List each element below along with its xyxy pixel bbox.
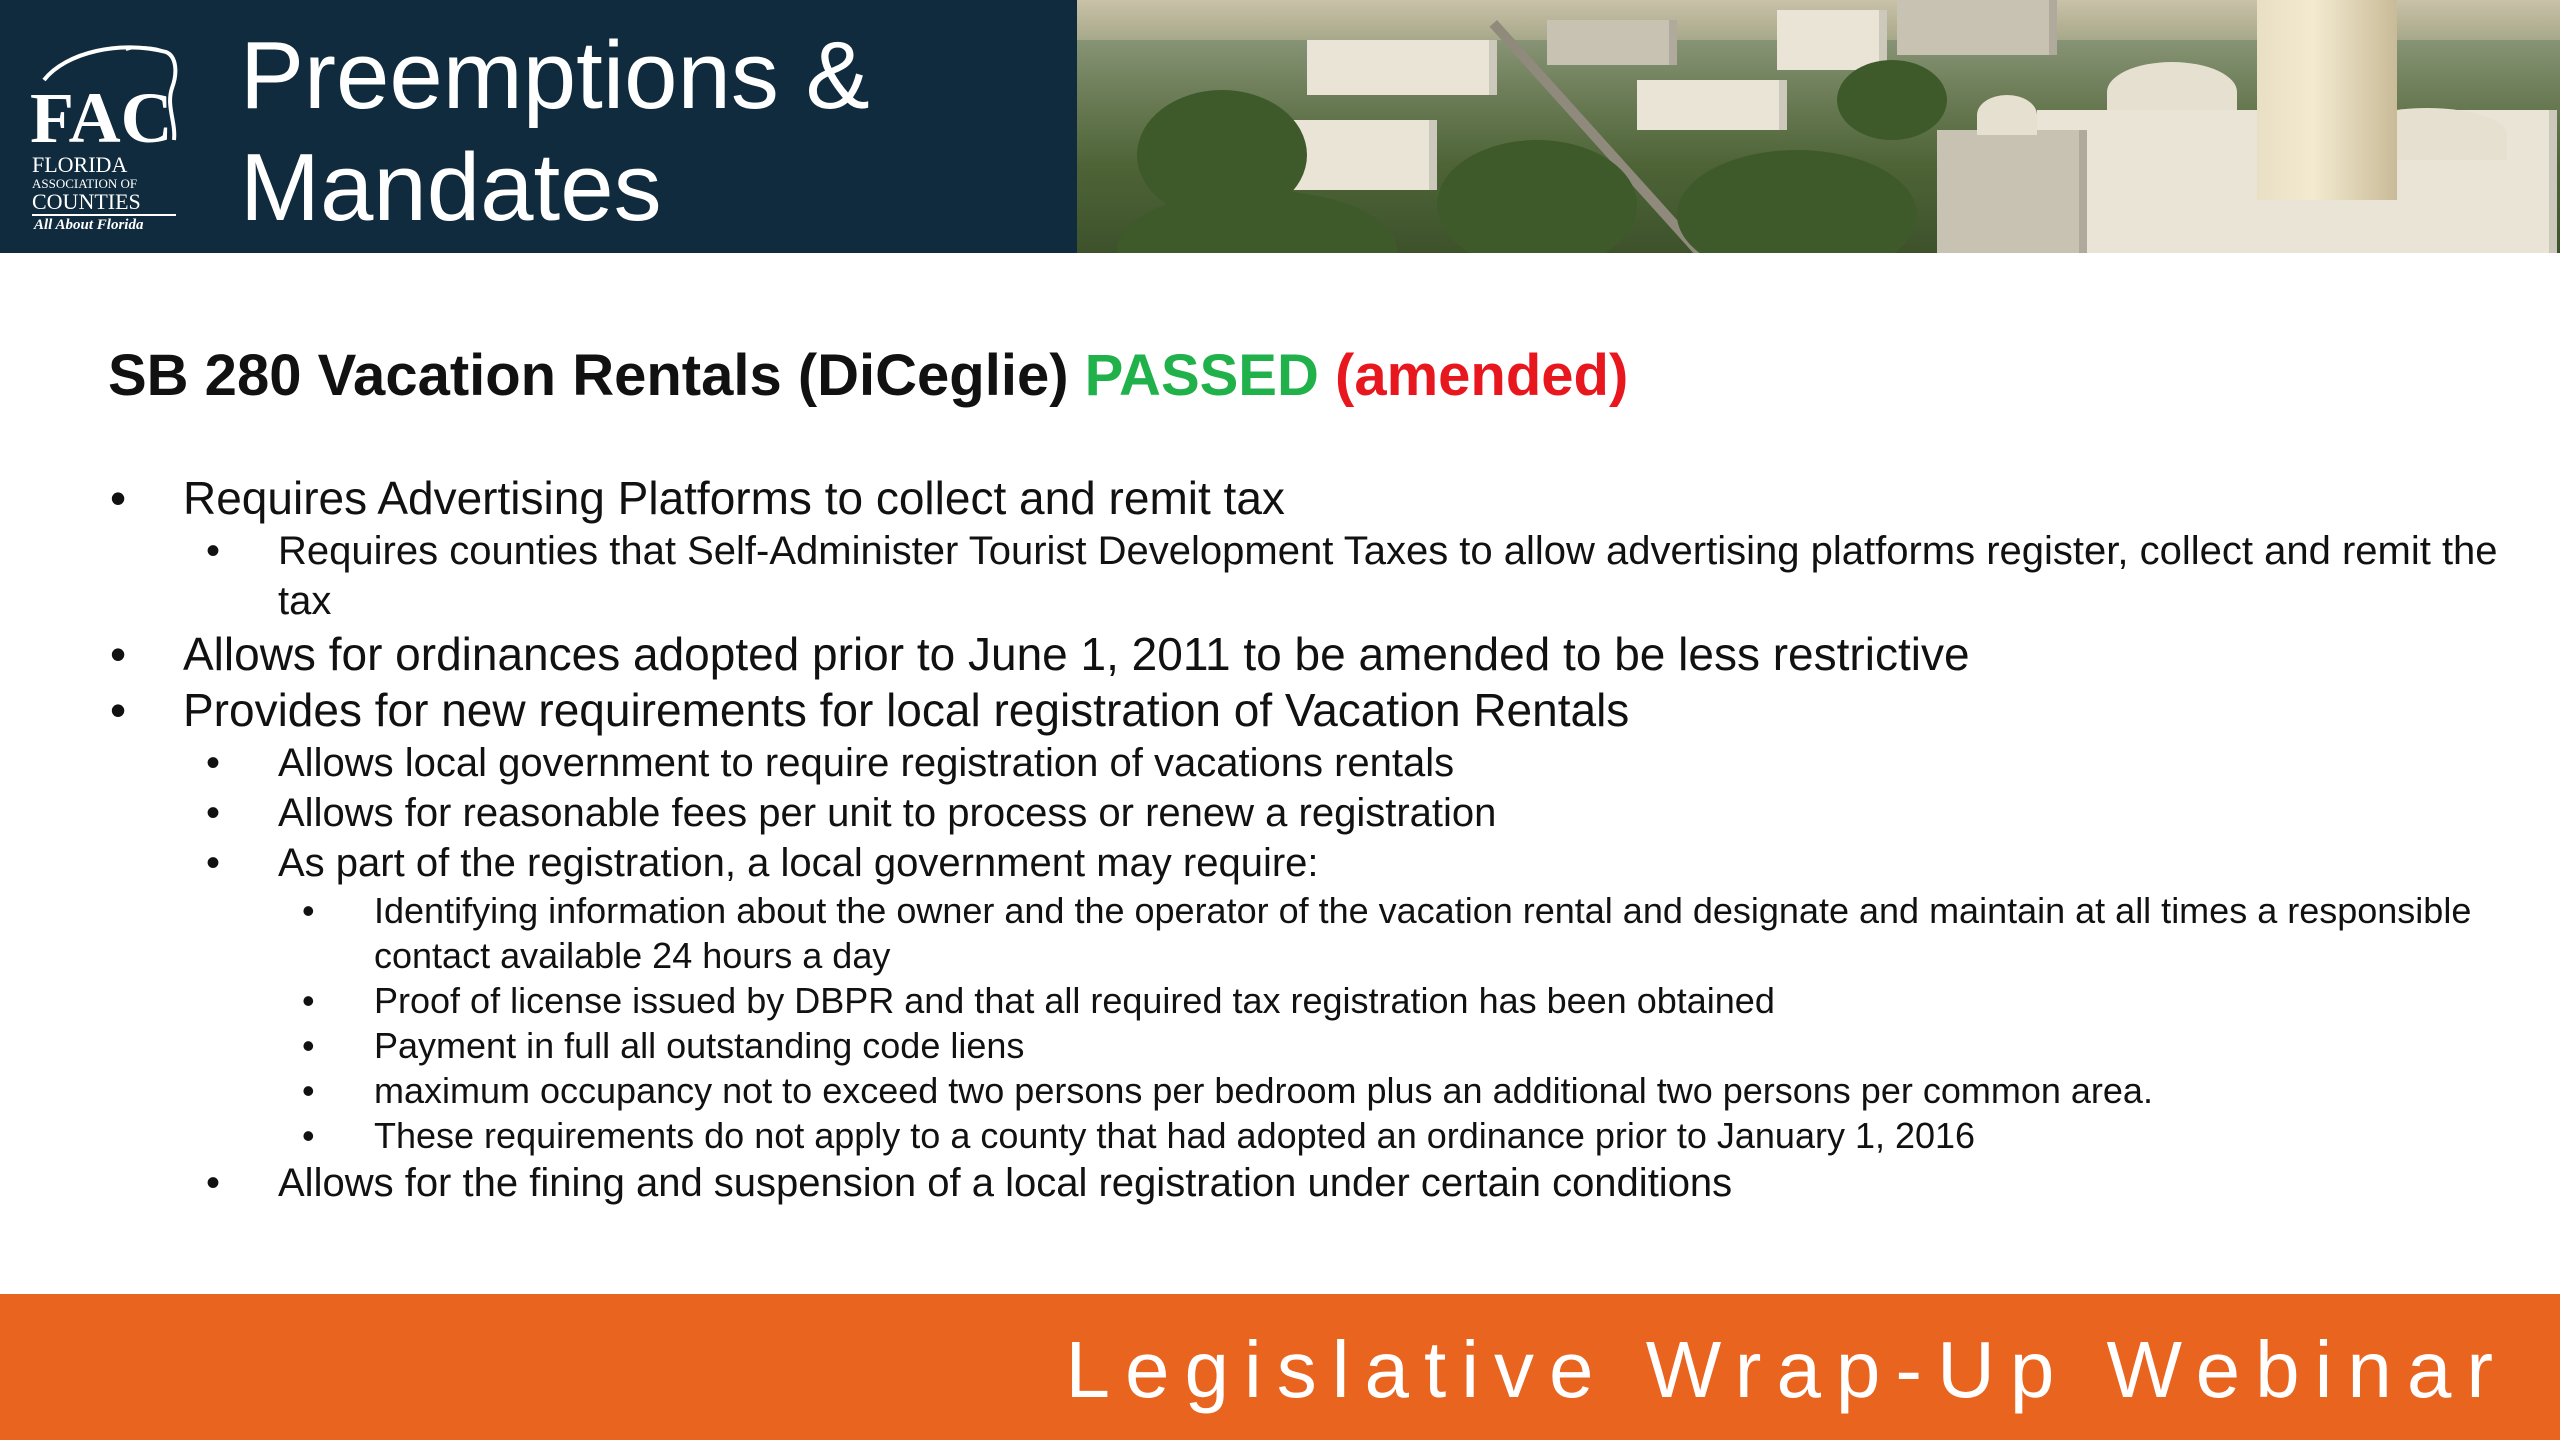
bullet-item-level-1 xyxy=(108,470,2508,526)
bullet-item-level-3 xyxy=(108,1023,2508,1068)
bill-title: SB 280 Vacation Rentals (DiCeglie) xyxy=(108,343,1069,408)
bullet-item-level-1 xyxy=(108,626,2508,682)
bullet-dot: • xyxy=(110,628,127,680)
bullet-text: These requirements do not apply to a county that had adopted an ordinance prior to January 1, 2016 xyxy=(374,1115,1976,1156)
bullet-dot: • xyxy=(206,741,221,785)
page-title xyxy=(240,20,1040,244)
bullet-item-level-3 xyxy=(108,1068,2508,1113)
status-passed: PASSED xyxy=(1084,343,1319,408)
bullet-dot: • xyxy=(206,841,221,885)
bullet-item-level-3 xyxy=(108,978,2508,1023)
photo-tree xyxy=(1837,60,1947,140)
photo-dome xyxy=(1977,95,2037,135)
slide-header xyxy=(0,0,2560,253)
bullet-text: maximum occupancy not to exceed two persons per bedroom plus an additional two persons per common area. xyxy=(374,1070,2153,1111)
bullet-text: Requires counties that Self-Administer Tourist Development Taxes to allow advertising platforms register, collect and remit the tax xyxy=(278,529,2498,623)
bullet-text: Requires Advertising Platforms to collect and remit tax xyxy=(183,472,1285,524)
photo-building xyxy=(1547,20,1677,65)
bullet-dot: • xyxy=(302,980,315,1021)
bullet-item-level-3 xyxy=(108,888,2508,978)
bill-heading xyxy=(108,340,1628,412)
bullet-text: Allows for the fining and suspension of a local registration under certain conditions xyxy=(278,1161,1733,1205)
bullet-item-level-2 xyxy=(108,526,2508,626)
bullet-dot: • xyxy=(302,1070,315,1111)
bullet-text: Allows for ordinances adopted prior to June 1, 2011 to be amended to be less restrictive xyxy=(183,628,1970,680)
bullet-dot: • xyxy=(206,1161,221,1205)
bullet-list xyxy=(108,470,2508,1208)
photo-old-capitol xyxy=(1937,130,2087,253)
bullet-text: Allows for reasonable fees per unit to process or renew a registration xyxy=(278,791,1497,835)
bullet-text: Identifying information about the owner and the operator of the vacation rental and designate and maintain at all times a responsible contact available 24 hours a day xyxy=(374,890,2472,976)
photo-tree xyxy=(1677,150,1917,253)
bullet-item-level-2 xyxy=(108,788,2508,838)
bullet-text: Proof of license issued by DBPR and that all required tax registration has been obtained xyxy=(374,980,1775,1021)
footer-band xyxy=(0,1294,2560,1440)
bullet-item-level-1 xyxy=(108,682,2508,738)
bullet-dot: • xyxy=(206,791,221,835)
bullet-dot: • xyxy=(302,1025,315,1066)
svg-text:FAC: FAC xyxy=(30,78,173,158)
svg-text:All About Florida: All About Florida xyxy=(34,217,144,232)
bullet-text: Allows local government to require registration of vacations rentals xyxy=(278,741,1455,785)
svg-text:COUNTIES: COUNTIES xyxy=(32,189,141,214)
svg-text:FLORIDA: FLORIDA xyxy=(32,152,128,177)
status-amended: (amended) xyxy=(1335,343,1629,408)
capitol-aerial-photo xyxy=(1077,0,2560,253)
photo-building xyxy=(1637,80,1787,130)
bullet-item-level-2 xyxy=(108,1158,2508,1208)
photo-building xyxy=(1307,40,1497,95)
bullet-dot: • xyxy=(302,890,315,931)
svg-text:ASSOCIATION OF: ASSOCIATION OF xyxy=(32,176,138,191)
bullet-dot: • xyxy=(206,529,221,573)
bullet-dot: • xyxy=(110,472,127,524)
photo-building xyxy=(1777,10,1887,70)
photo-building xyxy=(1897,0,2057,55)
photo-capitol-tower xyxy=(2257,0,2397,200)
bullet-text: Provides for new requirements for local registration of Vacation Rentals xyxy=(183,684,1630,736)
bullet-item-level-2 xyxy=(108,838,2508,888)
bullet-text: Payment in full all outstanding code liens xyxy=(374,1025,1025,1066)
bullet-item-level-2 xyxy=(108,738,2508,788)
bullet-item-level-3 xyxy=(108,1113,2508,1158)
photo-building xyxy=(1287,120,1437,190)
bullet-dot: • xyxy=(110,684,127,736)
fac-logo-icon xyxy=(26,22,186,232)
bullet-text: As part of the registration, a local government may require: xyxy=(278,841,1319,885)
footer-title: Legislative Wrap-Up Webinar xyxy=(1065,1325,2508,1414)
page-title-line-1: Preemptions & xyxy=(240,22,870,129)
bullet-dot: • xyxy=(302,1115,315,1156)
page-title-line-2: Mandates xyxy=(240,134,662,241)
